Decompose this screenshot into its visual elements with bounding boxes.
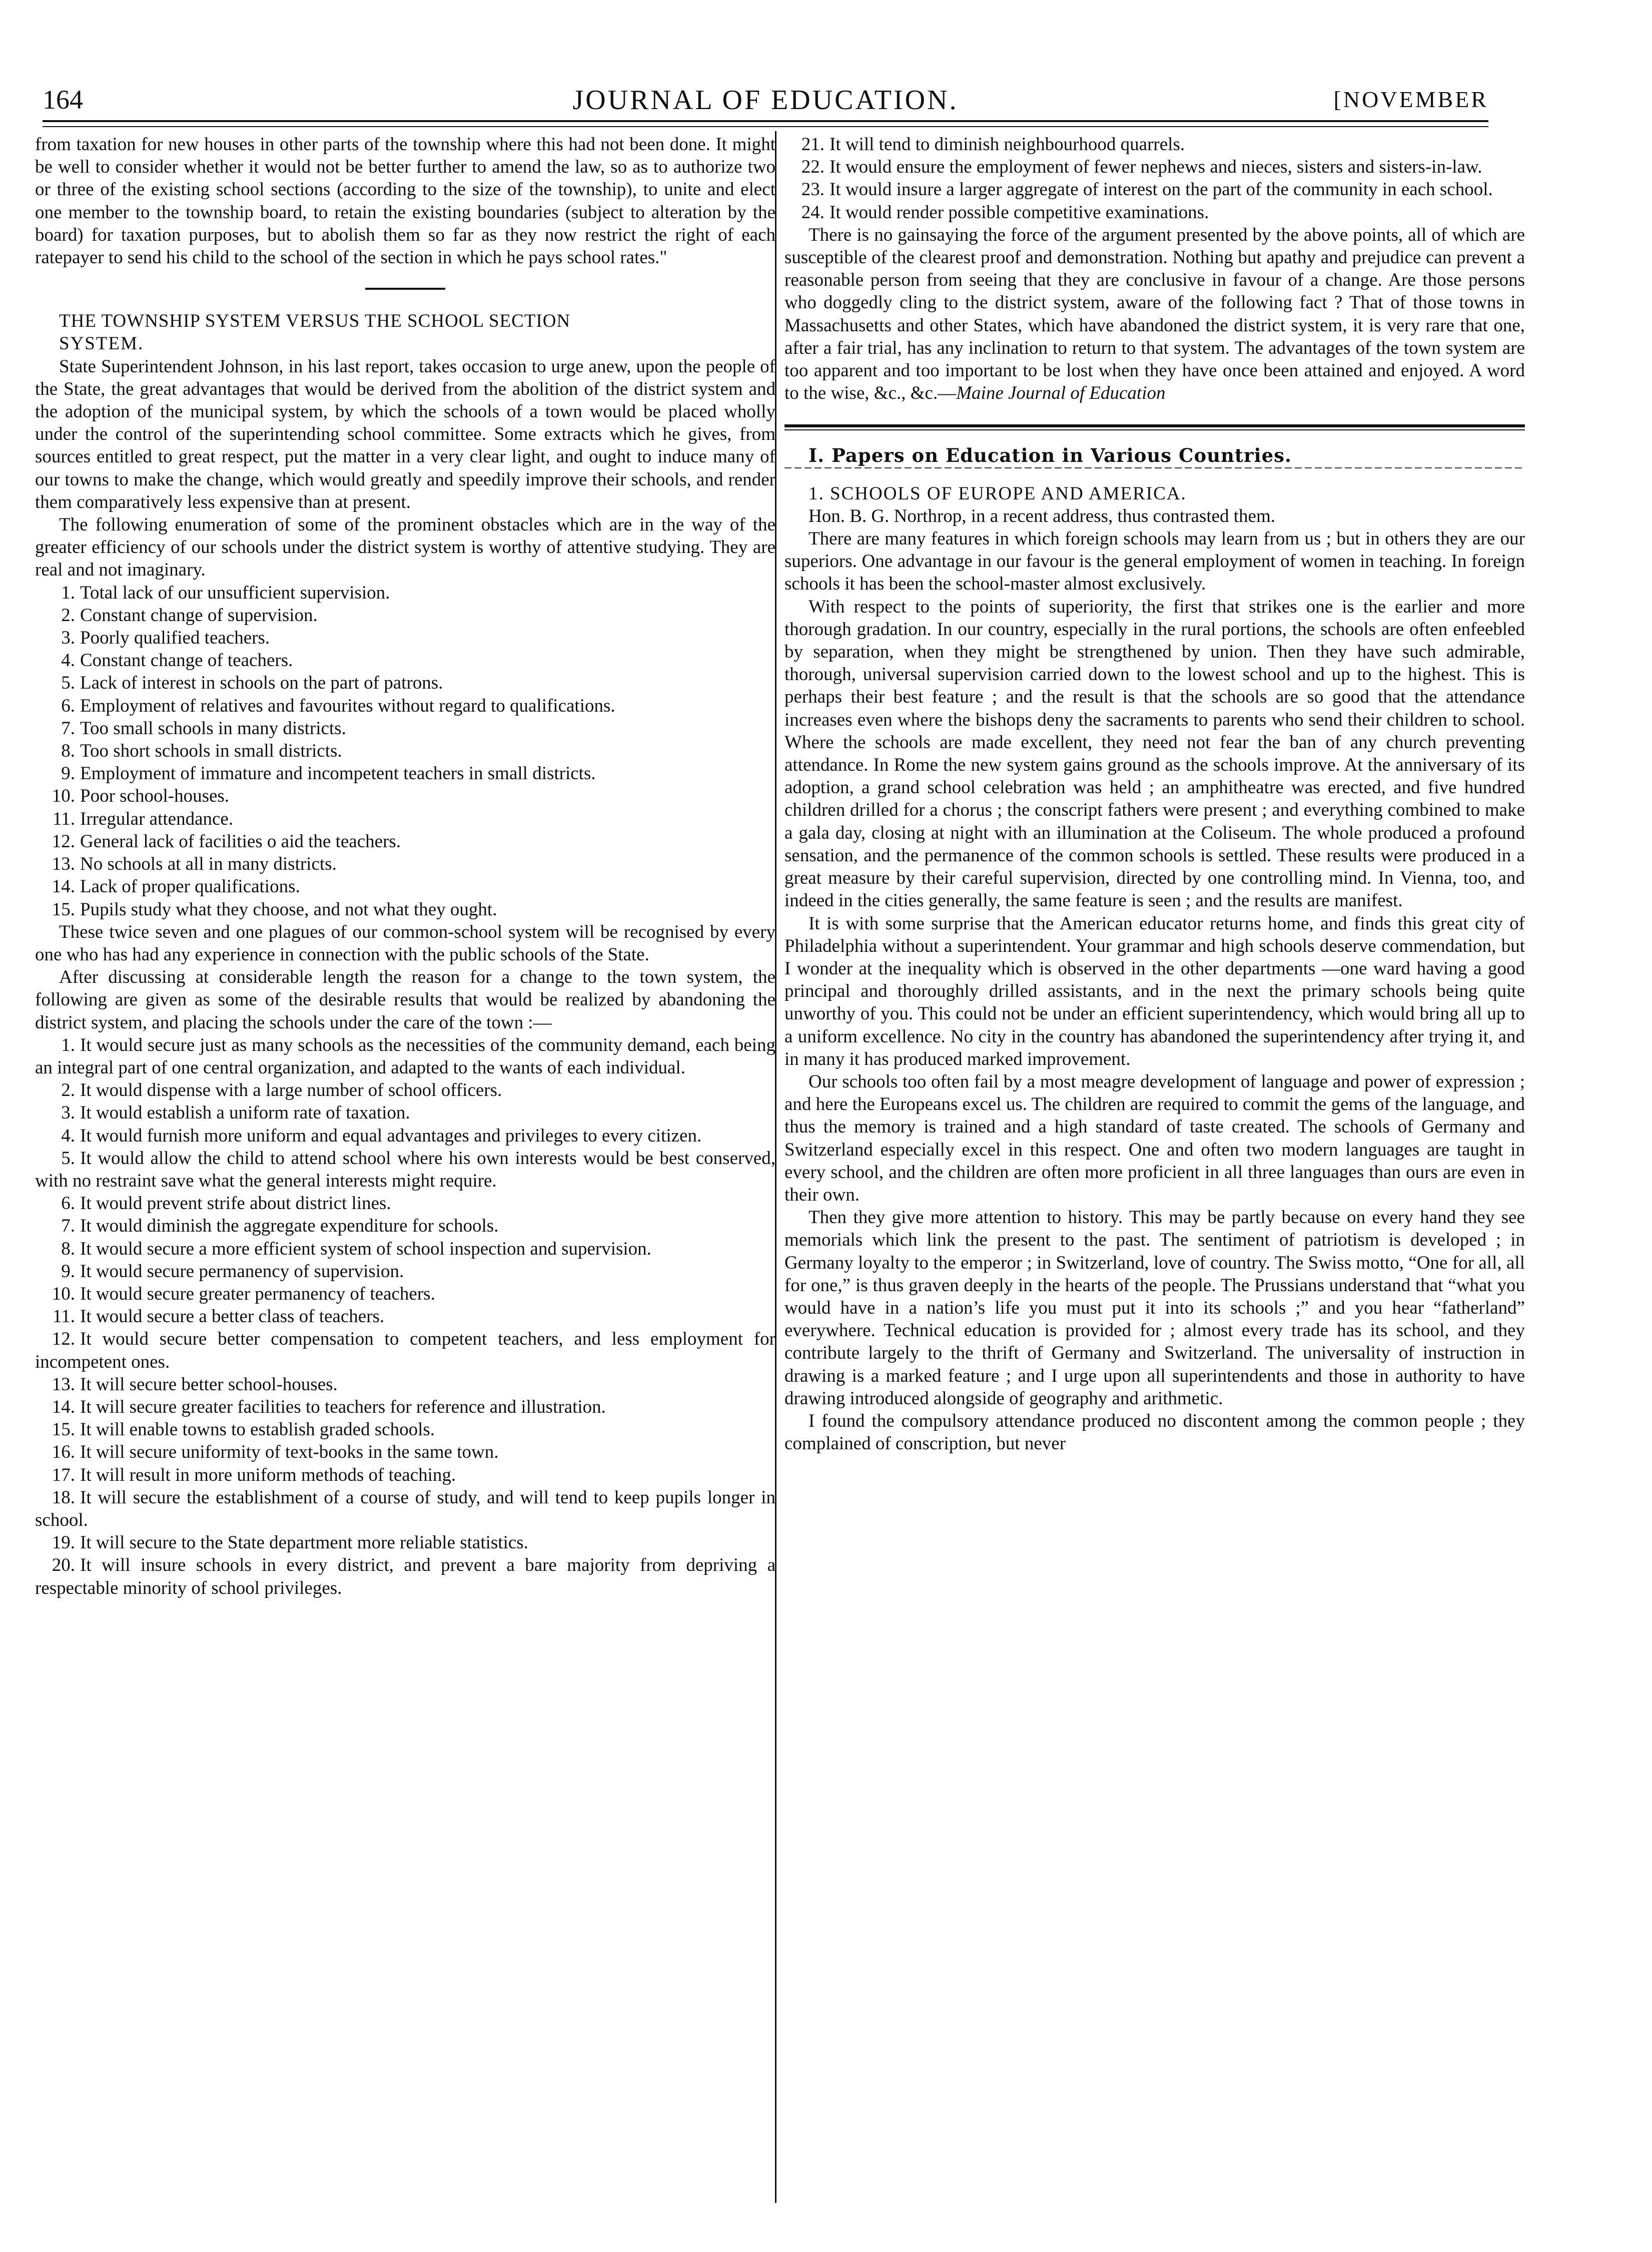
item-text: No schools at all in many districts.: [80, 854, 337, 875]
item-text: Too small schools in many districts.: [80, 718, 346, 739]
item-number: 7.: [61, 1216, 75, 1237]
list-item: [35, 1328, 775, 1373]
item-text: Employment of immature and incompetent teachers in small districts.: [80, 763, 596, 784]
item-number: 1.: [61, 582, 75, 603]
item-number: 2.: [61, 605, 75, 626]
item-number: 10.: [52, 786, 75, 807]
item-number: 2.: [61, 1080, 75, 1101]
item-text: Lack of proper qualifications.: [80, 876, 300, 897]
item-number: 8.: [61, 741, 75, 762]
item-text: It would dispense with a large number of school officers.: [80, 1080, 502, 1101]
left-column: [35, 133, 775, 1599]
list-item: [35, 1101, 775, 1124]
item-text: Pupils study what they choose, and not what they ought.: [80, 899, 497, 920]
section-title: THE TOWNSHIP SYSTEM VERSUS THE SCHOOL SECTION: [59, 311, 571, 332]
list-item: [35, 1418, 775, 1441]
list-item: [35, 695, 775, 717]
list-item: [35, 1215, 775, 1237]
part-heading: I. Papers on Education in Various Countries.: [808, 444, 1292, 467]
body-paragraph: Hon. B. G. Northrop, in a recent address, thus contrasted them.: [808, 505, 1276, 526]
item-text: It would secure a more efficient system of school inspection and supervision.: [80, 1238, 651, 1259]
item-number: 5.: [61, 673, 75, 694]
conclusion-text: There is no gainsaying the force of the argument presented by the above points, all of which are susceptible of the clearest proof and demonstration. Nothing but apathy and prejudice can prevent a reasonable person from seeing that they are conclusive in favour of a change. Are those persons who doggedly cling to the district system, aware of the following fact ? That of those towns in Massachusetts and other States, which have abandoned the district system, it is very rare that one, after a fair trial, has any inclination to return to that system. The advantages of the town system are too apparent and too important to be lost when they have once been attained and enjoyed. A word to the wise, &c., &c.—: [784, 224, 1525, 404]
body-paragraph: It is with some surprise that the American educator returns home, and finds this great city of Philadelphia without a superintendent. Your grammar and high schools deserve commendation, but I wonder at the inequality which is observed in the other departments —one ward having a good principal and thoroughly drilled assistants, and in the next the primary schools being quite unworthy of you. This could not be under an efficient superintendency, which would bring all up to a uniform excellence. No city in the country has abandoned the superintendency after trying it, and in many it has produced marked improvement.: [784, 913, 1525, 1069]
item-text: Constant change of teachers.: [80, 650, 293, 671]
item-number: 9.: [61, 1261, 75, 1282]
header-rule-thin: [43, 126, 1488, 127]
list-item: [35, 1147, 775, 1192]
item-text: It would allow the child to attend school where his own interests would be best conserved, with no restraint save what the general interests might require.: [35, 1148, 775, 1191]
list-item: [35, 1192, 775, 1215]
item-text: It would secure just as many schools as the necessities of the community demand, each being an integral part of one central organization, and adapted to the wants of each individual.: [35, 1034, 775, 1078]
item-number: 12.: [52, 1329, 75, 1350]
list-item: [35, 1260, 775, 1283]
item-number: 23.: [801, 179, 824, 200]
item-number: 21.: [801, 134, 824, 155]
body-paragraph: After discussing at considerable length the reason for a change to the town system, the following are given as some of the desirable results that would be realized by abandoning the district system, and placing the schools under the care of the town :—: [35, 967, 775, 1033]
list-item: [35, 1283, 775, 1305]
item-number: 22.: [801, 157, 824, 178]
item-number: 15.: [52, 1419, 75, 1440]
body-paragraph: [784, 224, 1525, 405]
right-column: [784, 133, 1525, 1455]
source-citation: Maine Journal of Education: [956, 383, 1166, 404]
item-text: It would insure a larger aggregate of interest on the part of the community in each school.: [830, 179, 1493, 200]
list-item: [35, 830, 775, 853]
item-number: 3.: [61, 628, 75, 649]
part-rule-thin: [784, 429, 1525, 430]
item-number: 10.: [52, 1283, 75, 1304]
item-text: General lack of facilities o aid the teachers.: [80, 831, 401, 852]
list-item: [35, 1554, 775, 1599]
list-item: [35, 1124, 775, 1147]
item-text: It would ensure the employment of fewer nephews and nieces, sisters and sisters-in-law.: [830, 157, 1482, 178]
section-subtitle: SYSTEM.: [59, 333, 144, 354]
item-text: It would furnish more uniform and equal advantages and privileges to every citizen.: [80, 1125, 702, 1146]
item-text: It will secure better school-houses.: [80, 1374, 338, 1395]
list-item: [35, 1305, 775, 1328]
article-heading: 1. SCHOOLS OF EUROPE AND AMERICA.: [808, 483, 1187, 504]
journal-title: JOURNAL OF EDUCATION.: [572, 85, 959, 116]
list-item: [35, 1034, 775, 1079]
item-text: Lack of interest in schools on the part of patrons.: [80, 673, 443, 694]
list-item: [35, 762, 775, 785]
body-paragraph: These twice seven and one plagues of our common-school system will be recognised by every one who has had any experience in connection with the public schools of the State.: [35, 921, 775, 965]
item-text: It will result in more uniform methods of teaching.: [80, 1464, 456, 1485]
item-text: Constant change of supervision.: [80, 605, 318, 626]
item-text: Poor school-houses.: [80, 786, 230, 807]
list-item: [35, 1464, 775, 1486]
item-text: Irregular attendance.: [80, 808, 234, 829]
list-item: [35, 1373, 775, 1396]
item-number: 17.: [52, 1464, 75, 1485]
list-item: [35, 1396, 775, 1418]
list-item: [784, 178, 1525, 201]
body-paragraph: I found the compulsory attendance produced no discontent among the common people ; they complained of conscription, but never: [784, 1410, 1525, 1454]
item-number: 4.: [61, 650, 75, 671]
item-number: 15.: [52, 899, 75, 920]
list-item: [35, 1079, 775, 1101]
item-text: It would secure a better class of teachers.: [80, 1306, 385, 1327]
list-item: [35, 649, 775, 672]
list-item: [35, 853, 775, 875]
part-rule-thick: [784, 424, 1525, 427]
list-item: [784, 201, 1525, 224]
body-paragraph: Our schools too often fail by a most meagre development of language and power of expression ; and here the Europeans excel us. The children are required to commit the gems of the language, and thus the memory is trained and a high standard of taste created. The schools of Germany and Switzerland especially excel in this respect. One and often two modern languages are taught in every school, and the children are often more proficient in all three languages than ours are even in their own.: [784, 1071, 1525, 1205]
item-number: 19.: [52, 1532, 75, 1553]
item-number: 14.: [52, 1396, 75, 1417]
body-paragraph: With respect to the points of superiority, the first that strikes one is the earlier and more thorough gradation. In our country, especially in the rural portions, the schools are often enfeebled by separation, when they might be strengthened by union. Then they have such admirable, thorough, universal supervision carried down to the lowest school and up to the highest. This is perhaps their best feature ; and the result is that the schools are so good that the attendance increases even where the bishops deny the sacraments to parents who send their children to school. Where the schools are made excellent, they need not fear the ban of any church preventing attendance. In Rome the new system gains ground as the schools improve. At the anniversary of its adoption, a grand school celebration was held ; an amphitheatre was erected, and five hundred children drilled for a chorus ; the conscript fathers were present ; and everything combined to make a gala day, closing at night with an illumination at the Coliseum. The whole produced a profound sensation, and the permanence of the common schools is settled. These results were produced in a great measure by their careful supervision, directed by one controlling mind. In Vienna, too, and indeed in the cities generally, the same feature is seen ; and the results are manifest.: [784, 596, 1525, 911]
item-number: 11.: [53, 808, 75, 829]
body-paragraph: There are many features in which foreign schools may learn from us ; but in others they are our superiors. One advantage in our favour is the general employment of women in teaching. In foreign schools it has been the school-master almost exclusively.: [784, 528, 1525, 595]
item-text: It will enable towns to establish graded schools.: [80, 1419, 435, 1440]
list-item: [35, 582, 775, 604]
list-item: [35, 875, 775, 898]
item-text: It would prevent strife about district lines.: [80, 1193, 391, 1214]
item-number: 9.: [61, 763, 75, 784]
item-text: It will secure to the State department more reliable statistics.: [80, 1532, 528, 1553]
header-rule-thick: [43, 120, 1488, 122]
item-number: 5.: [61, 1148, 75, 1169]
item-number: 12.: [52, 831, 75, 852]
list-item: [35, 1238, 775, 1260]
item-number: 24.: [801, 202, 824, 223]
page-number: 164: [43, 85, 83, 115]
section-separator: [365, 288, 445, 290]
list-item: [35, 604, 775, 627]
item-number: 11.: [53, 1306, 75, 1327]
intro-paragraph: from taxation for new houses in other parts of the township where this had not been done. It might be well to consider whether it would not be better further to amend the law, so as to authorize two or three of the existing school sections (according to the size of the township), to unite and elect one member to the township board, to retain the existing boundaries (subject to alteration by the board) for taxation purposes, but to abolish them so far as they now restrict the right of each ratepayer to send his child to the school of the section in which he pays school rates.": [35, 134, 775, 268]
item-text: It will tend to diminish neighbourhood quarrels.: [830, 134, 1185, 155]
list-item: [35, 672, 775, 694]
item-text: It would secure greater permanency of teachers.: [80, 1283, 435, 1304]
list-item: [35, 808, 775, 830]
item-text: It will secure the establishment of a course of study, and will tend to keep pupils longer in school.: [35, 1487, 775, 1530]
item-number: 13.: [52, 854, 75, 875]
item-number: 8.: [61, 1238, 75, 1259]
item-number: 7.: [61, 718, 75, 739]
item-number: 13.: [52, 1374, 75, 1395]
item-text: It would render possible competitive examinations.: [830, 202, 1209, 223]
results-list-continued: [784, 133, 1525, 224]
item-text: It will secure greater facilities to teachers for reference and illustration.: [80, 1396, 606, 1417]
item-number: 6.: [61, 1193, 75, 1214]
item-number: 18.: [52, 1487, 75, 1508]
item-text: Employment of relatives and favourites without regard to qualifications.: [80, 695, 615, 716]
item-text: It will secure uniformity of text-books in the same town.: [80, 1442, 499, 1463]
body-paragraph: The following enumeration of some of the prominent obstacles which are in the way of the greater efficiency of our schools under the district system is worthy of attentive studying. They are real and not imaginary.: [35, 514, 775, 581]
item-text: It would secure better compensation to competent teachers, and less employment for incompetent ones.: [35, 1329, 775, 1372]
list-item: [35, 740, 775, 762]
list-item: [35, 1531, 775, 1554]
issue-month: [NOVEMBER: [1333, 87, 1488, 112]
item-number: 16.: [52, 1442, 75, 1463]
list-item: [35, 627, 775, 649]
body-paragraph: State Superintendent Johnson, in his last report, takes occasion to urge anew, upon the people of the State, the great advantages that would be derived from the abolition of the district system and the adoption of the municipal system, by which the schools of a town would be placed wholly under the control of the superintending school committee. Some extracts which he gives, from sources entitled to great respect, put the matter in a very clear light, and ought to induce many of our towns to make the change, which would greatly and speedily improve their schools, and render them comparatively less expensive than at present.: [35, 356, 775, 512]
obstacles-list: [35, 582, 775, 921]
list-item: [35, 1441, 775, 1463]
list-item: [784, 133, 1525, 156]
results-list: [35, 1034, 775, 1599]
decorative-rule: [784, 467, 1525, 468]
item-text: Too short schools in small districts.: [80, 741, 342, 762]
item-number: 1.: [61, 1034, 75, 1055]
item-number: 6.: [61, 695, 75, 716]
list-item: [35, 785, 775, 807]
list-item: [35, 717, 775, 740]
item-number: 14.: [52, 876, 75, 897]
item-number: 4.: [61, 1125, 75, 1146]
item-text: It would establish a uniform rate of taxation.: [80, 1102, 410, 1123]
item-text: It would secure permanency of supervision.: [80, 1261, 404, 1282]
list-item: [35, 898, 775, 921]
item-text: Total lack of our unsufficient supervision.: [80, 582, 390, 603]
item-number: 20.: [52, 1555, 75, 1576]
list-item: [784, 156, 1525, 178]
body-paragraph: Then they give more attention to history. This may be partly because on every hand they see memorials which link the present to the past. The sentiment of patriotism is developed ; in Germany loyalty to the emperor ; in Switzerland, love of country. The Swiss motto, “One for all, all for one,” is thus graven deeply in the hearts of the people. The Prussians understand that “what you would have in a nation’s life you must put it into its schools ;” and you hear “fatherland” everywhere. Technical education is provided for ; almost every trade has its school, and they contribute largely to the thrift of Germany and Switzerland. The universality of instruction in drawing is a marked feature ; and I urge upon all superintendents and those in authority to have drawing introduced alongside of geography and arithmetic.: [784, 1207, 1525, 1409]
list-item: [35, 1486, 775, 1531]
item-number: 3.: [61, 1102, 75, 1123]
item-text: It will insure schools in every district, and prevent a bare majority from depriving a respectable minority of school privileges.: [35, 1555, 775, 1598]
item-text: It would diminish the aggregate expenditure for schools.: [80, 1216, 499, 1237]
item-text: Poorly qualified teachers.: [80, 628, 270, 649]
